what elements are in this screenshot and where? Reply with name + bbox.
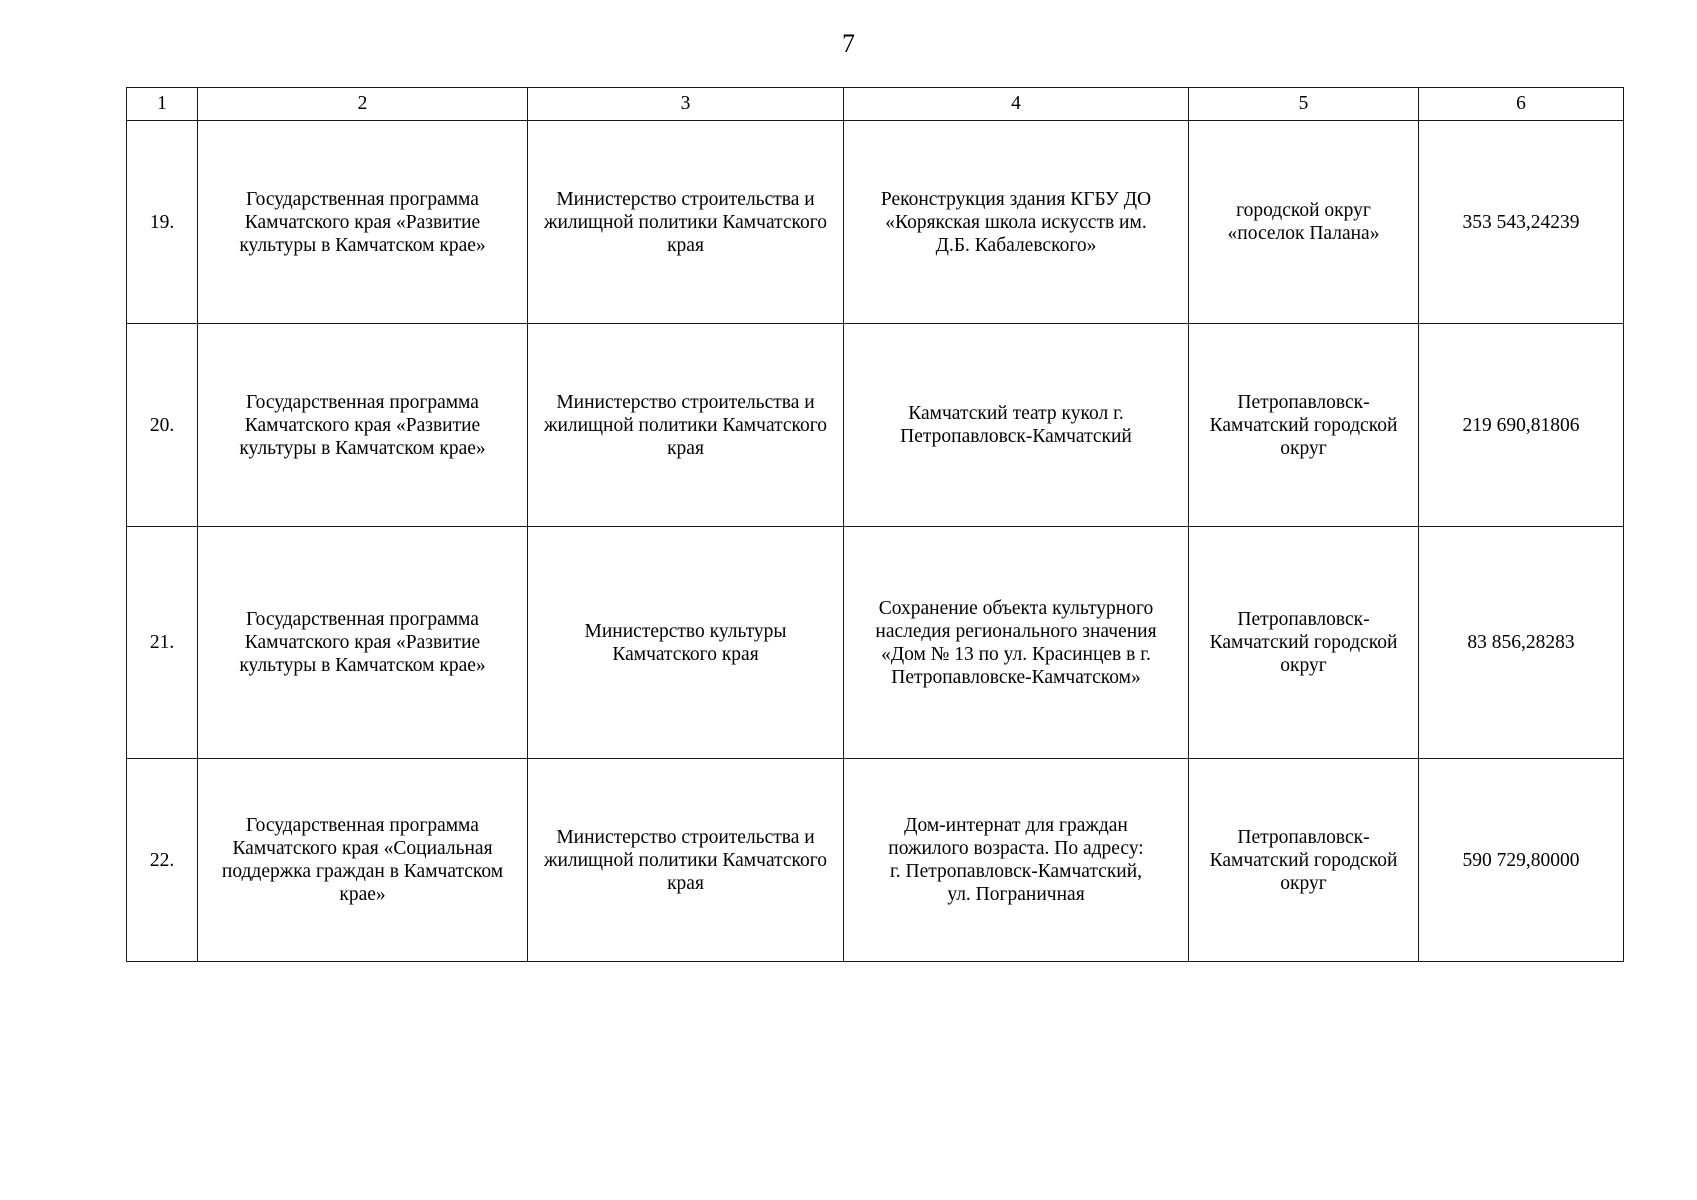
column-header: 6	[1419, 88, 1624, 121]
location-cell	[1189, 121, 1419, 324]
table-header-row	[127, 88, 1624, 121]
row-number-cell: 22.	[127, 759, 198, 962]
program-cell	[198, 527, 528, 759]
column-header: 4	[844, 88, 1189, 121]
ministry-text: Министерство строительства и жилищной политики Камчатского края	[543, 826, 828, 894]
program-cell	[198, 759, 528, 962]
ministry-cell	[528, 121, 844, 324]
program-cell	[198, 324, 528, 527]
ministry-text: Министерство строительства и жилищной политики Камчатского края	[543, 188, 828, 256]
location-text: Петропавловск-Камчатский городской округ	[1209, 391, 1398, 459]
ministry-text: Министерство культуры Камчатского края	[584, 620, 787, 665]
column-header: 2	[198, 88, 528, 121]
program-text: Государственная программа Камчатского края «Развитие культуры в Камчатском крае»	[239, 391, 486, 459]
object-cell	[844, 759, 1189, 962]
column-header: 1	[127, 88, 198, 121]
row-number-cell: 20.	[127, 324, 198, 527]
table-row	[127, 324, 1624, 527]
object-cell	[844, 527, 1189, 759]
amount-cell: 353 543,24239	[1419, 121, 1624, 324]
row-number-cell: 21.	[127, 527, 198, 759]
data-table	[126, 87, 1624, 962]
program-text: Государственная программа Камчатского края «Развитие культуры в Камчатском крае»	[239, 188, 486, 256]
object-text: Реконструкция здания КГБУ ДО «Корякская школа искусств им. Д.Б. Кабалевского»	[880, 188, 1152, 256]
program-text: Государственная программа Камчатского края «Развитие культуры в Камчатском крае»	[239, 609, 486, 676]
column-header: 5	[1189, 88, 1419, 121]
ministry-cell	[528, 527, 844, 759]
amount-cell: 219 690,81806	[1419, 324, 1624, 527]
location-cell	[1189, 527, 1419, 759]
program-text: Государственная программа Камчатского края «Социальная поддержка граждан в Камчатском крае»	[221, 815, 504, 905]
table-row	[127, 759, 1624, 962]
object-text: Камчатский театр кукол г. Петропавловск-Камчатский	[900, 403, 1132, 447]
object-text: Дом-интернат для граждан пожилого возраста. По адресу: г. Петропавловск-Камчатский, ул. Пограничная	[888, 815, 1144, 905]
object-cell	[844, 324, 1189, 527]
object-text: Сохранение объекта культурного наследия регионального значения «Дом № 13 по ул. Красинцев в г. Петропавловске-Камчатском»	[875, 597, 1157, 688]
row-number-cell: 19.	[127, 121, 198, 324]
location-text: городской округ «поселок Палана»	[1227, 200, 1380, 244]
table-row	[127, 121, 1624, 324]
table-row	[127, 527, 1624, 759]
column-header: 3	[528, 88, 844, 121]
program-cell	[198, 121, 528, 324]
location-text: Петропавловск-Камчатский городской округ	[1209, 609, 1398, 676]
location-cell	[1189, 759, 1419, 962]
location-text: Петропавловск-Камчатский городской округ	[1209, 826, 1398, 894]
amount-cell: 83 856,28283	[1419, 527, 1624, 759]
ministry-text: Министерство строительства и жилищной политики Камчатского края	[543, 391, 828, 459]
ministry-cell	[528, 324, 844, 527]
location-cell	[1189, 324, 1419, 527]
amount-cell: 590 729,80000	[1419, 759, 1624, 962]
page-number: 7	[842, 29, 855, 58]
object-cell	[844, 121, 1189, 324]
ministry-cell	[528, 759, 844, 962]
